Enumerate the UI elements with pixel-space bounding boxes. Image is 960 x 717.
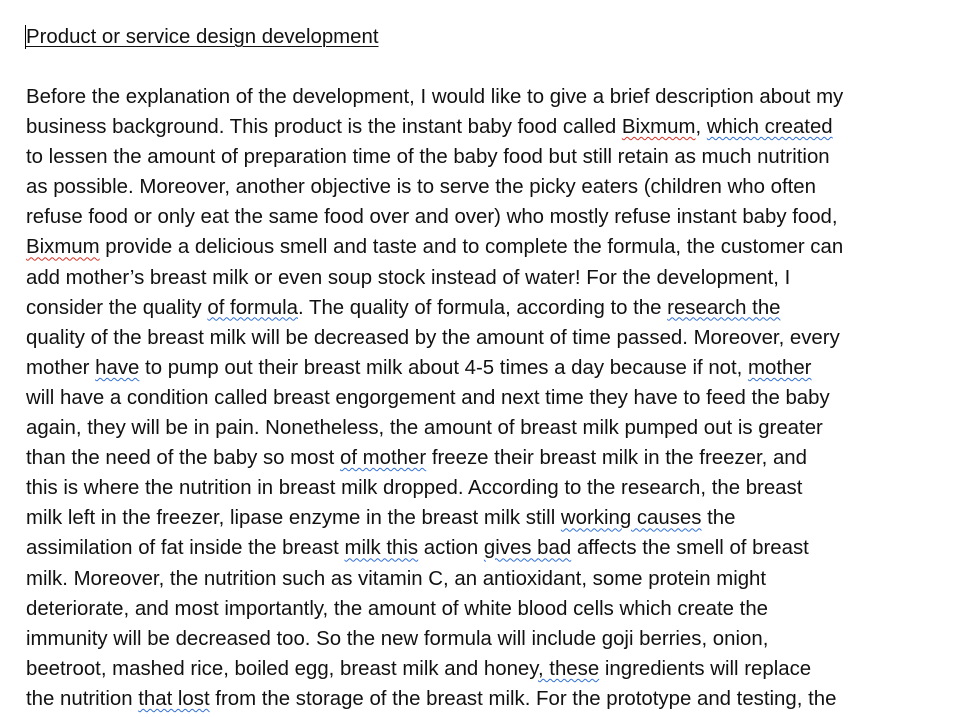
text-run: again, they will be in pain. Nonetheless, the amount of breast milk pumped out is greater: [26, 417, 823, 440]
grammar-suggestion[interactable]: that lost: [138, 687, 210, 710]
grammar-suggestion[interactable]: working causes: [560, 507, 702, 530]
text-run: milk. Moreover, the nutrition such as vitamin C, an antioxidant, some protein might: [26, 567, 767, 590]
text-line: [26, 473, 941, 503]
text-line: [26, 82, 941, 112]
text-line: [26, 172, 941, 202]
grammar-suggestion[interactable]: of formula: [207, 296, 299, 319]
text-run: provide a delicious smell and taste and to complete the formula, the customer can: [99, 236, 844, 259]
grammar-suggestion[interactable]: gives bad: [483, 537, 572, 560]
text-line: [26, 503, 941, 533]
text-run: as possible. Moreover, another objective is to serve the picky eaters (children who often: [26, 176, 816, 199]
text-line: [26, 293, 941, 323]
text-run: affects the smell of breast: [571, 537, 809, 560]
body-paragraph[interactable]: [26, 82, 941, 714]
text-run: than the need of the baby so most: [26, 447, 341, 470]
text-run: mother: [26, 356, 96, 379]
text-line: [26, 684, 941, 714]
text-cursor: [25, 25, 26, 49]
text-line: [26, 624, 941, 654]
text-line: [26, 564, 941, 594]
text-line: [26, 654, 941, 684]
text-line: [26, 353, 941, 383]
grammar-suggestion[interactable]: have: [95, 356, 140, 379]
text-line: [26, 202, 941, 232]
text-line: [26, 323, 941, 353]
grammar-suggestion[interactable]: which created: [706, 116, 833, 139]
text-run: to lessen the amount of preparation time of the baby food but still retain as much nutrition: [26, 146, 830, 169]
grammar-suggestion[interactable]: research the: [667, 296, 781, 319]
text-line: [26, 112, 941, 142]
text-run: business background. This product is the instant baby food called: [26, 116, 622, 139]
text-run: milk left in the freezer, lipase enzyme in the breast milk still: [26, 507, 561, 530]
text-run: quality of the breast milk will be decreased by the amount of time passed. Moreover, every: [26, 326, 840, 349]
text-run: will have a condition called breast engorgement and next time they have to feed the baby: [26, 386, 830, 409]
text-line: [26, 594, 941, 624]
spelling-error-word[interactable]: Bixmum: [621, 116, 696, 139]
text-run: Before the explanation of the development, I would like to give a brief description about my: [26, 86, 844, 108]
section-heading: Product or service design development: [26, 26, 379, 48]
grammar-suggestion[interactable]: milk this: [344, 537, 419, 560]
text-run: from the storage of the breast milk. For the prototype and testing, the: [209, 687, 837, 710]
text-run: add mother’s breast milk or even soup stock instead of water! For the development, I: [26, 266, 791, 289]
text-line: [26, 263, 941, 293]
document-page[interactable]: [26, 22, 941, 714]
text-run: immunity will be decreased too. So the new formula will include goji berries, onion,: [26, 627, 769, 650]
grammar-suggestion[interactable]: , these: [537, 657, 600, 680]
text-line: [26, 443, 941, 473]
text-line: [26, 413, 941, 443]
grammar-suggestion[interactable]: mother: [748, 356, 812, 379]
text-run: freeze their breast milk in the freezer, and: [426, 447, 807, 470]
text-run: . The quality of formula, according to the: [298, 296, 668, 319]
text-line: [26, 383, 941, 413]
text-run: refuse food or only eat the same food over and over) who mostly refuse instant baby food,: [26, 206, 838, 229]
text-run: the nutrition: [26, 687, 139, 710]
text-run: ,: [695, 116, 707, 139]
text-run: the: [701, 507, 736, 530]
heading-line: [26, 22, 941, 52]
text-run: action: [418, 537, 484, 560]
text-line: [26, 232, 941, 262]
text-line: [26, 533, 941, 563]
spelling-error-word[interactable]: Bixmum: [26, 236, 100, 259]
text-run: assimilation of fat inside the breast: [26, 537, 345, 560]
text-run: this is where the nutrition in breast milk dropped. According to the research, the breast: [26, 477, 803, 500]
text-line: [26, 142, 941, 172]
text-run: consider the quality: [26, 296, 208, 319]
text-run: ingredients will replace: [599, 657, 812, 680]
text-run: to pump out their breast milk about 4-5 times a day because if not,: [139, 356, 749, 379]
text-run: deteriorate, and most importantly, the amount of white blood cells which create the: [26, 597, 769, 620]
grammar-suggestion[interactable]: of mother: [340, 447, 427, 470]
blank-line: [26, 52, 941, 82]
text-run: beetroot, mashed rice, boiled egg, breast milk and honey: [26, 657, 538, 680]
